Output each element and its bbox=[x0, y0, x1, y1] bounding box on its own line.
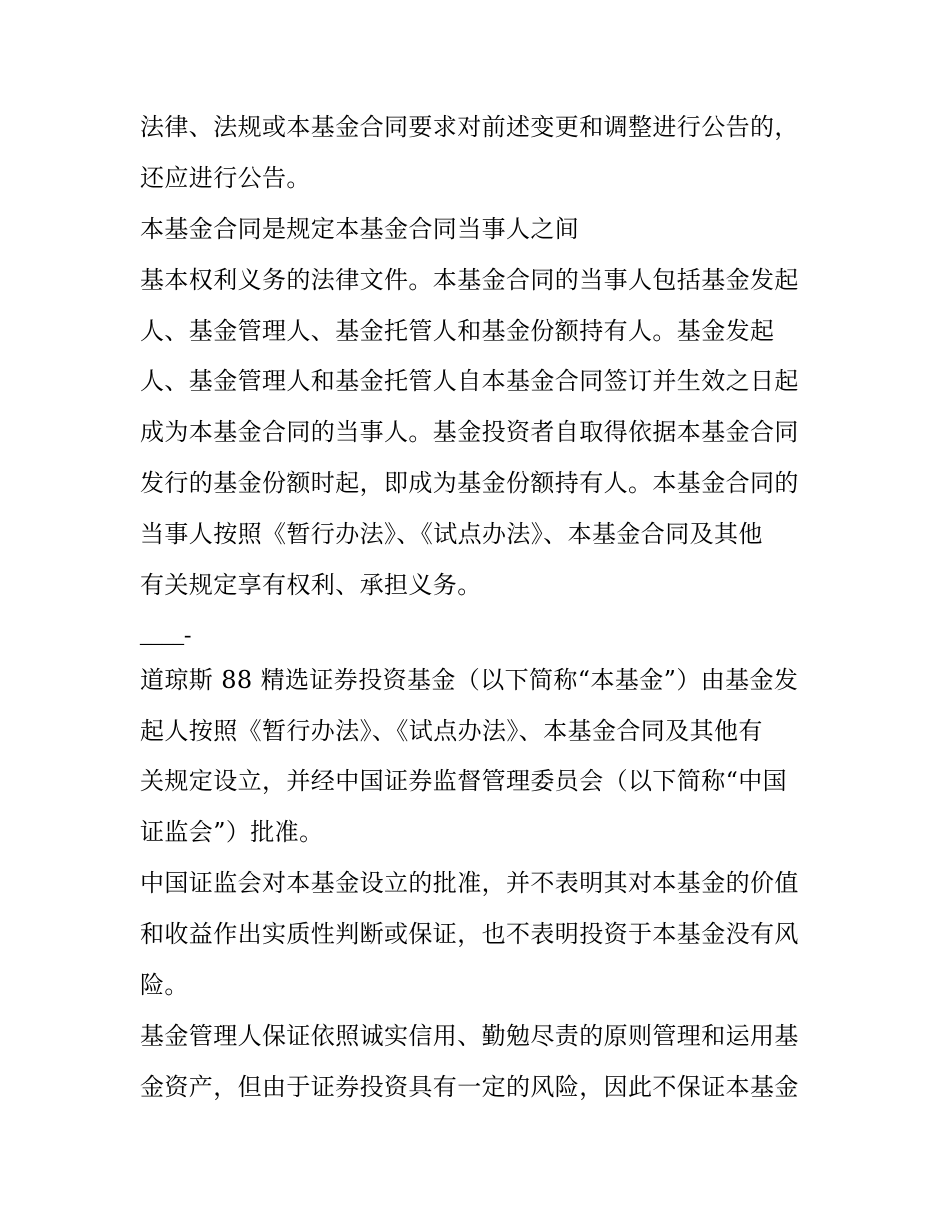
text-line: 起人按照《暂行办法》、《试点办法》、本基金合同及其他有 bbox=[140, 717, 763, 745]
text-line: 关规定设立，并经中国证券监督管理委员会（以下简称“中国 bbox=[140, 767, 788, 795]
text-line: 还应进行公告。 bbox=[140, 164, 311, 192]
text-line: 成为本基金合同的当事人。基金投资者自取得依据本基金合同 bbox=[140, 418, 799, 446]
text-line: 险。 bbox=[140, 971, 189, 999]
text-line: 证监会”）批准。 bbox=[140, 818, 324, 846]
text-line: 基本权利义务的法律文件。本基金合同的当事人包括基金发起 bbox=[140, 266, 799, 294]
text-line: 人、基金管理人和基金托管人自本基金合同签订并生效之日起 bbox=[140, 367, 799, 395]
text-line: 和收益作出实质性判断或保证，也不表明投资于本基金没有风 bbox=[140, 920, 799, 948]
text-line: 中国证监会对本基金设立的批准，并不表明其对本基金的价值 bbox=[140, 869, 799, 897]
text-line: 本基金合同是规定本基金合同当事人之间 bbox=[140, 215, 580, 243]
text-line: 基金管理人保证依照诚实信用、勤勉尽责的原则管理和运用基 bbox=[140, 1022, 799, 1050]
text-line: 发行的基金份额时起，即成为基金份额持有人。本基金合同的 bbox=[140, 469, 799, 497]
separator-mark: ____- bbox=[140, 622, 192, 647]
text-line: 当事人按照《暂行办法》、《试点办法》、本基金合同及其他 bbox=[140, 520, 763, 548]
text-line: 法律、法规或本基金合同要求对前述变更和调整进行公告的， bbox=[140, 113, 799, 141]
text-line: 有关规定享有权利、承担义务。 bbox=[140, 571, 482, 599]
text-line: 道琼斯 88 精选证券投资基金（以下简称“本基金”）由基金发 bbox=[140, 666, 799, 694]
text-line: 金资产，但由于证券投资具有一定的风险，因此不保证本基金 bbox=[140, 1073, 799, 1101]
text-line: 人、基金管理人、基金托管人和基金份额持有人。基金发起 bbox=[140, 317, 775, 345]
